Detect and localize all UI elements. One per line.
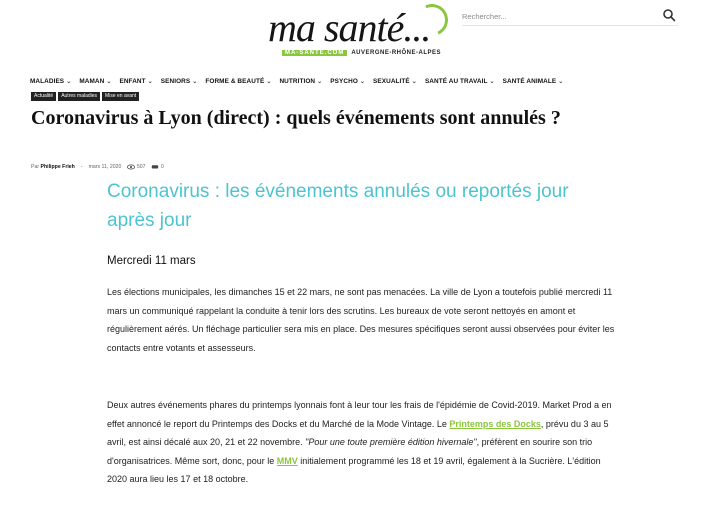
comments-value: 0	[160, 164, 164, 170]
printemps-des-docks-link[interactable]: Printemps des Docks	[449, 418, 541, 429]
site-logo[interactable]	[268, 4, 443, 62]
nav-item-forme-beaute[interactable]	[205, 76, 271, 88]
views-count	[127, 163, 145, 171]
tag-actualite[interactable]: Actualité	[31, 92, 56, 101]
paragraph-text: initialement programmé les 18 et 19 avril, également à la Sucrière. L'édition 2020 aura lieu les 17 et 18 octobre.	[107, 455, 601, 485]
post-meta	[31, 163, 164, 171]
search-input[interactable]	[462, 8, 642, 26]
chevron-down-icon: ⌄	[489, 79, 495, 85]
chevron-down-icon: ⌄	[558, 79, 564, 85]
comment-icon	[151, 164, 159, 170]
nav-item-maman[interactable]	[79, 76, 111, 88]
nav-label: PSYCHO	[330, 78, 358, 85]
nav-label: MAMAN	[79, 78, 105, 85]
chevron-down-icon: ⌄	[106, 79, 112, 85]
logo-dots: ...	[403, 5, 431, 50]
nav-label: MALADIES	[30, 78, 65, 85]
article-title: Coronavirus : les événements annulés ou reportés jour après jour	[107, 181, 569, 231]
nav-label: FORME & BEAUTÉ	[205, 78, 265, 85]
mmv-link[interactable]: MMV	[276, 455, 298, 466]
nav-label: SENIORS	[160, 78, 191, 85]
logo-url: MA-SANTE.COM	[282, 50, 347, 56]
main-nav	[30, 76, 563, 88]
date-heading: Mercredi 11 mars	[107, 255, 196, 267]
chevron-down-icon: ⌄	[66, 79, 72, 85]
tag-mise-en-avant[interactable]: Mise en avant	[102, 92, 139, 101]
chevron-down-icon: ⌄	[266, 79, 272, 85]
category-tags	[31, 92, 139, 101]
nav-label: SEXUALITÉ	[373, 78, 410, 85]
nav-item-sante-au-travail[interactable]	[425, 76, 495, 88]
post-date: mars 11, 2020	[88, 164, 122, 170]
views-value: 507	[136, 164, 146, 170]
nav-label: NUTRITION	[279, 78, 316, 85]
tag-autres-maladies[interactable]: Autres maladies	[58, 92, 100, 101]
paragraph-text: , préfèrent en sourire son trio d'organisatrices. Même sort, donc, pour le	[107, 437, 593, 466]
nav-item-sexualite[interactable]	[373, 76, 417, 88]
quote-text: "Pour une toute première édition hivernale"	[305, 437, 477, 448]
chevron-down-icon: ⌄	[411, 79, 417, 85]
nav-label: ENFANT	[119, 78, 146, 85]
meta-by-label: Par	[31, 164, 40, 170]
nav-label: SANTÉ AU TRAVAIL	[424, 78, 488, 85]
search-icon[interactable]	[662, 8, 676, 22]
author-link[interactable]: Philippe Frieh	[40, 164, 75, 170]
nav-item-maladies[interactable]	[30, 76, 71, 88]
chevron-down-icon: ⌄	[317, 79, 323, 85]
meta-separator: -	[80, 164, 83, 170]
logo-wordmark	[268, 6, 430, 50]
meta-by	[31, 163, 75, 171]
paragraph-text: Deux autres événements phares du printemps lyonnais font à leur tour les frais de l'épidémie de Covid-2019. Market Prod a en effet annoncé le report du Printemps des Docks et du Marché de la Mode Vintage. Le	[107, 400, 612, 429]
nav-item-sante-animale[interactable]	[503, 76, 564, 88]
nav-item-enfant[interactable]	[119, 76, 152, 88]
chevron-down-icon: ⌄	[192, 79, 198, 85]
logo-text: ma santé	[268, 5, 404, 50]
logo-region: AUVERGNE-RHÔNE-ALPES	[351, 49, 442, 56]
chevron-down-icon: ⌄	[359, 79, 366, 85]
nav-label: SANTÉ ANIMALE	[502, 78, 557, 85]
nav-item-nutrition[interactable]	[279, 76, 322, 88]
comments-count[interactable]	[151, 163, 163, 171]
search-bar	[462, 6, 678, 26]
chevron-down-icon: ⌄	[147, 79, 153, 85]
nav-item-seniors[interactable]	[161, 76, 198, 88]
paragraph-events	[107, 396, 617, 489]
paragraph-elections: Les élections municipales, les dimanches 15 et 22 mars, ne sont pas menacées. La ville de Lyon a toutefois publié mercredi 11 mars un communiqué rappelant la conduite à tenir lors des scrutins. Les bureaux de vote seront nettoyés en amont et régulièrement aérés. Un fléchage particulier sera mis en place. Des mesures spécifiques seront aussi observées pour éviter les contacts entre votants et assesseurs.	[107, 287, 615, 353]
logo-subline	[282, 48, 441, 57]
nav-item-psycho[interactable]	[330, 76, 365, 88]
page-title: Coronavirus à Lyon (direct) : quels événements sont annulés ?	[31, 107, 561, 129]
paragraph-text: , prévu du 3 au 5 avril, est ainsi décalé aux 20, 21 et 22 novembre.	[107, 418, 609, 448]
eye-icon	[127, 164, 135, 170]
